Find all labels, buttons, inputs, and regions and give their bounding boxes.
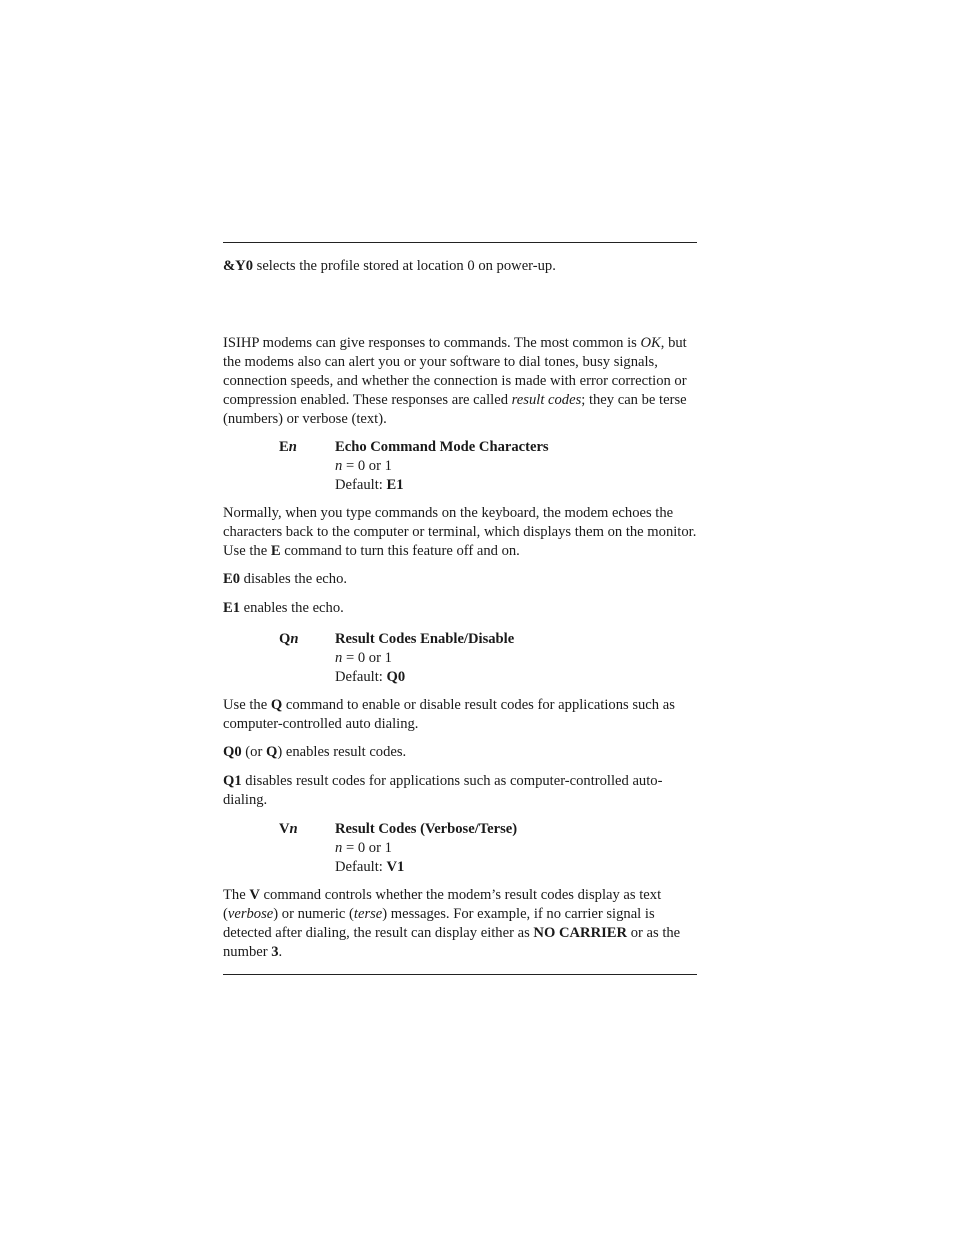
e1-code: E1 [223,600,241,616]
q-desc-cmd: Q [270,697,283,713]
result-codes-term: result codes [511,392,582,408]
no-carrier-term: NO CARRIER [533,925,628,941]
v-desc-text-5: or as the number [223,925,681,960]
command-title: Result Codes Enable/Disable [335,631,515,647]
top-rule [223,242,697,243]
e0-line [223,570,697,589]
range-text: = 0 or 1 [342,840,392,856]
q-description [223,696,697,734]
default-label: Default: [335,669,387,685]
q0-code: Q0 [223,744,242,760]
command-title: Echo Command Mode Characters [335,439,549,455]
e1-text: enables the echo. [240,600,344,616]
command-param: n [289,821,298,837]
results-text-3: ; they can be terse (numbers) or verbose (text). [223,392,687,427]
command-range [335,649,695,668]
default-value: Q0 [386,669,406,685]
q0-text-2: ) enables result codes. [277,744,407,760]
e1-line [223,599,697,618]
default-label: Default: [335,859,387,875]
q0-line [223,743,697,762]
q0-text-1: (or [241,744,266,760]
command-param: n [288,439,297,455]
number-3: 3 [271,944,279,960]
v-desc-text-4: ) messages. For example, if no carrier signal is detected after dialing, the result can display either as [223,906,655,941]
v-desc-text-1: The [223,887,250,903]
command-default [335,476,695,495]
e0-code: E0 [223,571,241,587]
v-desc-text-3: ) or numeric ( [273,906,354,922]
y0-text: selects the profile stored at location 0 on power-up. [253,258,556,274]
echo-desc-text-2: command to turn this feature off and on. [280,543,520,559]
command-body [335,438,695,495]
terse-term: terse [353,906,383,922]
command-letter: E [279,439,289,455]
echo-description [223,504,697,561]
q1-text: disables result codes for applications such as computer-controlled auto-dialing. [223,773,663,808]
command-code [279,820,298,839]
command-range [335,457,695,476]
command-range [335,839,695,858]
range-var: n [335,650,343,666]
command-default [335,668,695,687]
result-codes-paragraph [223,334,697,429]
command-default [335,858,695,877]
default-value: V1 [386,859,405,875]
y0-code: &Y0 [223,258,253,274]
command-code [279,438,297,457]
ok-term: OK [640,335,661,351]
bottom-rule [223,974,697,975]
results-text-2: , but the modems also can alert you or your software to dial tones, busy signals, connection speeds, and whether the connection is made with error correction or compression enabled. These responses are called [223,335,687,408]
echo-desc-cmd: E [270,543,281,559]
echo-desc-text-1: Normally, when you type commands on the keyboard, the modem echoes the characters back to the computer or terminal, which displays them on the monitor. Use the [223,505,697,559]
v-desc-cmd: V [249,887,260,903]
results-text-1: ISIHP modems can give responses to commands. The most common is [223,335,641,351]
range-text: = 0 or 1 [342,650,392,666]
default-label: Default: [335,477,387,493]
e0-text: disables the echo. [240,571,348,587]
v-desc-text-2: command controls whether the modem’s result codes display as text ( [223,887,662,922]
range-var: n [335,458,343,474]
q-desc-text-2: command to enable or disable result codes for applications such as computer-controlled auto dialing. [223,697,675,732]
q-desc-text-1: Use the [223,697,271,713]
command-param: n [290,631,299,647]
command-body [335,630,695,687]
command-body [335,820,695,877]
range-text: = 0 or 1 [342,458,392,474]
q0-alt: Q [265,744,278,760]
q1-line [223,772,697,810]
command-letter: V [279,821,290,837]
default-value: E1 [386,477,404,493]
q1-code: Q1 [223,773,242,789]
range-var: n [335,840,343,856]
v-desc-text-6: . [278,944,283,960]
command-code [279,630,298,649]
verbose-term: verbose [227,906,274,922]
y0-line [223,257,697,276]
command-letter: Q [279,631,291,647]
command-title: Result Codes (Verbose/Terse) [335,821,518,837]
v-description [223,886,697,962]
